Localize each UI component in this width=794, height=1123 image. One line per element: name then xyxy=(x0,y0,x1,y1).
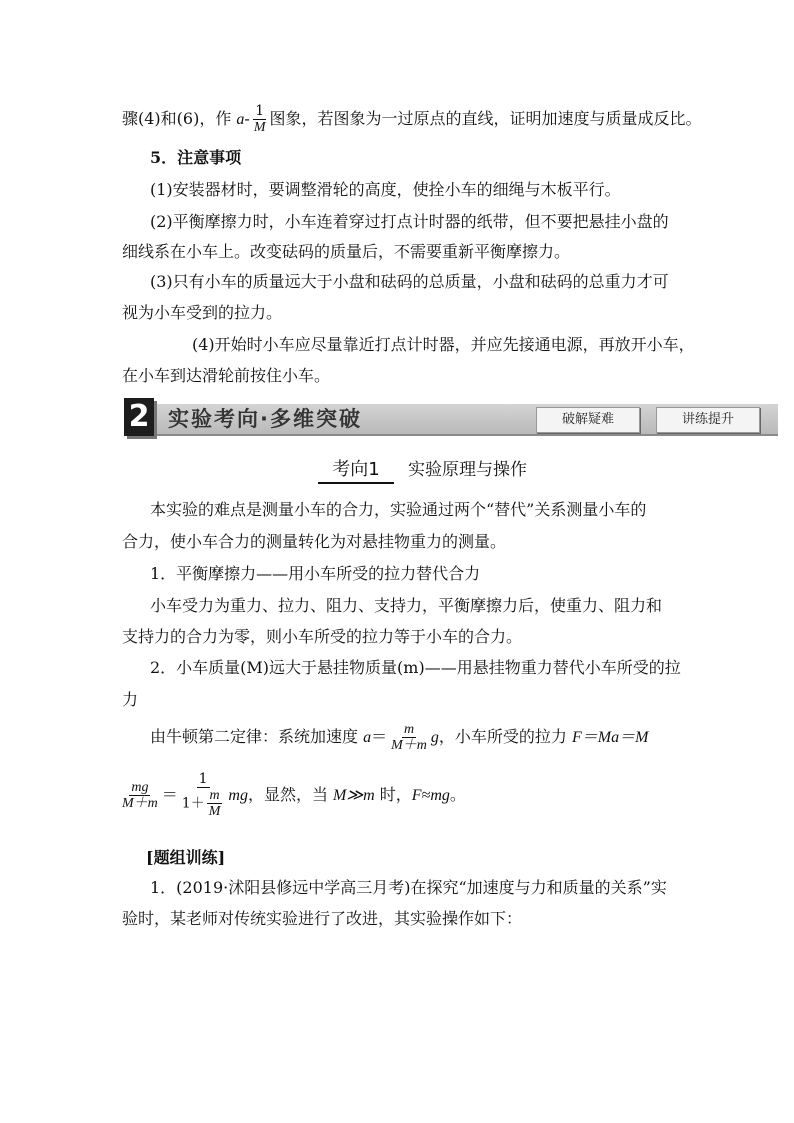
note-item-2-line1: (2)平衡摩擦力时，小车连着穿过打点计时器的纸带，但不要把悬挂小盘的 xyxy=(150,212,669,231)
fraction-1-over-M xyxy=(252,104,268,135)
eq2-post: ，显然，当 xyxy=(247,785,334,804)
top-line xyxy=(122,104,702,135)
dash: - xyxy=(244,109,250,128)
section-banner xyxy=(124,398,778,438)
eq2-post2: 时， xyxy=(374,785,412,804)
training-label: [题组训练] xyxy=(146,848,226,867)
eq2-end: 。 xyxy=(449,785,466,804)
crack-difficulty-button[interactable]: 破解疑难 xyxy=(536,407,640,433)
note-item-4-line1: (4)开始时小车应尽量靠近打点计时器，并应先接通电源，再放开小车， xyxy=(192,335,695,354)
banner-number: 2 xyxy=(124,398,154,436)
eq1-F: F xyxy=(571,729,582,746)
top-line-tail: 图象，若图象为一过原点的直线，证明加速度与质量成反比。 xyxy=(269,109,702,128)
direction-tag: 考向1 xyxy=(318,458,394,484)
eq2-den: M＋m xyxy=(122,796,158,811)
point-2-heading-line2: 力 xyxy=(122,690,139,709)
question-1-line1: 1．(2019·沭阳县修远中学高三月考)在探究“加速度与力和质量的关系”实 xyxy=(150,878,667,897)
point-1-line2: 支持力的合力为零，则小车所受的拉力等于小车的合力。 xyxy=(122,627,523,646)
eq2-num: mg xyxy=(131,780,149,795)
notes-heading: 5．注意事项 xyxy=(150,148,242,167)
note-item-1: (1)安装器材时，要调整滑轮的高度，使拴小车的细绳与木板平行。 xyxy=(150,180,621,199)
question-1-line2: 验时，某老师对传统实验进行了改进，其实验操作如下： xyxy=(122,909,523,928)
eq1-a: a xyxy=(363,729,372,746)
eq1-num: m xyxy=(403,722,415,737)
point-2-heading-line1: 2．小车质量(M)远大于悬挂物质量(m)——用悬挂物重力替代小车所受的拉 xyxy=(150,658,681,677)
note-item-2-line2: 细线系在小车上。改变砝码的质量后，不需要重新平衡摩擦力。 xyxy=(122,242,571,261)
eq2-fraction-b xyxy=(180,772,227,819)
top-line-text: 骤(4)和(6)，作 xyxy=(122,109,237,128)
eq2-result: F≈mg xyxy=(411,787,450,804)
point-1-line1: 小车受力为重力、拉力、阻力、支持力，平衡摩擦力后，使重力、阻力和 xyxy=(150,596,663,615)
eq2-inner-fraction xyxy=(207,788,223,819)
practice-improve-button[interactable]: 讲练提升 xyxy=(656,407,760,433)
equation-line-2 xyxy=(118,772,466,819)
frac-den: M xyxy=(253,120,266,135)
eq2-den2-pre: 1＋ xyxy=(181,795,205,812)
eq2-equals: ＝ xyxy=(161,785,178,804)
eq1-g: g xyxy=(430,729,439,746)
point-1-heading: 1．平衡摩擦力——用小车所受的拉力替代合力 xyxy=(150,564,481,583)
banner-title: 实验考向·多维突破 xyxy=(168,407,362,431)
note-item-3-line2: 视为小车受到的拉力。 xyxy=(122,303,283,322)
note-item-4-line2: 在小车到达滑轮前按住小车。 xyxy=(122,366,331,385)
eq1-fraction xyxy=(389,722,429,753)
eq2-condition: M≫m xyxy=(333,787,375,804)
intro-line1: 本实验的难点是测量小车的合力，实验通过两个“替代”关系测量小车的 xyxy=(150,500,647,519)
eq1-mid: ，小车所受的拉力 xyxy=(438,727,572,746)
eq2-num2: 1 xyxy=(198,771,208,787)
eq2-fraction-a xyxy=(120,780,160,811)
eq1-equals: ＝ xyxy=(371,727,388,746)
frac-num: 1 xyxy=(255,103,265,119)
eq2-den2 xyxy=(180,788,227,819)
intro-line2: 合力，使小车合力的测量转化为对悬挂物重力的测量。 xyxy=(122,532,507,551)
var-a: a xyxy=(236,111,245,128)
note-item-3-line1: (3)只有小车的质量远大于小盘和砝码的总质量，小盘和砝码的总重力才可 xyxy=(150,272,669,291)
eq2-inner-den: M xyxy=(208,804,221,819)
eq1-rhs: ＝Ma＝M xyxy=(581,729,649,746)
eq1-den: M＋m xyxy=(391,738,427,753)
eq1-prefix: 由牛顿第二定律：系统加速度 xyxy=(150,727,364,746)
eq2-inner-num: m xyxy=(209,788,220,803)
eq2-mg: mg xyxy=(228,787,248,804)
direction-name: 实验原理与操作 xyxy=(408,460,527,480)
equation-line-1 xyxy=(150,722,648,753)
